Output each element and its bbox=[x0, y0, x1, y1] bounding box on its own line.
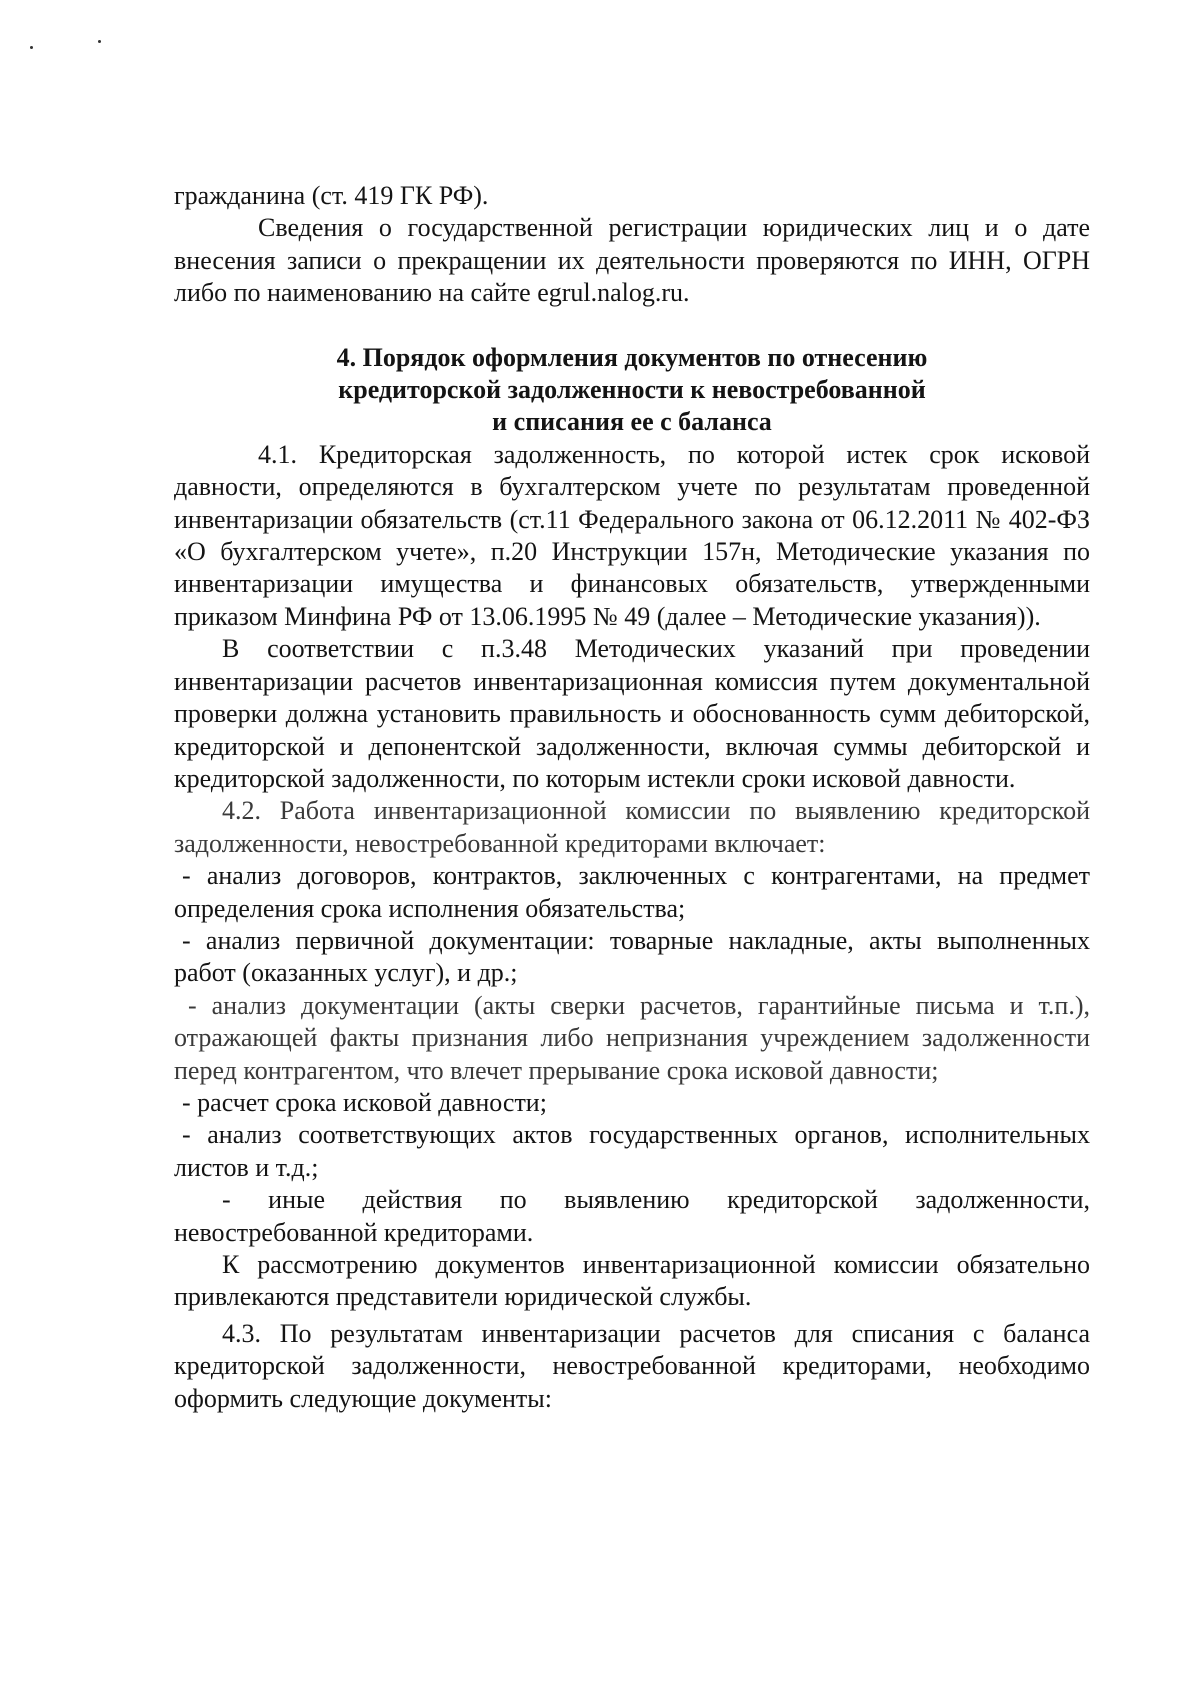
paragraph-registration-info: Сведения о государственной регистрации юридических лиц и о дате внесения записи о прекращении их деятельности проверяются по ИНН, ОГРН либо по наименованию на сайте egrul.nalog.ru. bbox=[174, 213, 1090, 308]
list-item: - расчет срока исковой давности; bbox=[182, 1087, 547, 1117]
list-item: - анализ соответствующих актов государственных органов, исполнительных листов и т.д.; bbox=[174, 1120, 1090, 1182]
paragraph-legal-service: К рассмотрению документов инвентаризационной комиссии обязательно привлекаются представители юридической службы. bbox=[174, 1250, 1090, 1312]
document-body bbox=[174, 180, 1090, 1415]
scan-speck bbox=[30, 46, 33, 49]
list-item: - иные действия по выявлению кредиторской задолженности, невостребованной кредиторами. bbox=[174, 1185, 1090, 1247]
paragraph-3-48: В соответствии с п.3.48 Методических указаний при проведении инвентаризации расчетов инвентаризационная комиссия путем документальной проверки должна установить правильность и обоснованность сумм дебиторской, кредиторской и депонентской задолженности, включая суммы дебиторской и кредиторской задолженности, по которым истекли сроки исковой давности. bbox=[174, 634, 1090, 793]
section-heading-line: кредиторской задолженности к невостребованной bbox=[338, 375, 926, 405]
paragraph-4-1: 4.1. Кредиторская задолженность, по которой истек срок исковой давности, определяются в бухгалтерском учете по результатам проведенной инвентаризации обязательств (ст.11 Федерального закона от 06.12.2011 № 402-ФЗ «О бухгалтерском учете», п.20 Инструкции 157н, Методические указания по инвентаризации имущества и финансовых обязательств, утвержденными приказом Минфина РФ от 13.06.1995 № 49 (далее – Методические указания)). bbox=[174, 439, 1090, 631]
section-heading bbox=[174, 342, 1090, 439]
scan-specks bbox=[30, 38, 120, 52]
paragraph-4-2: 4.2. Работа инвентаризационной комиссии по выявлению кредиторской задолженности, невостребованной кредиторами включает: bbox=[174, 796, 1090, 858]
section-heading-line: и списания ее с баланса bbox=[492, 407, 772, 437]
paragraph-continuation: гражданина (ст. 419 ГК РФ). bbox=[174, 181, 489, 210]
list-item: - анализ документации (акты сверки расчетов, гарантийные письма и т.п.), отражающей факты признания либо непризнания учреждением задолженности перед контрагентом, что влечет прерывание срока исковой давности; bbox=[174, 990, 1090, 1085]
scan-speck bbox=[98, 40, 101, 43]
list-item: - анализ договоров, контрактов, заключенных с контрагентами, на предмет определения срока исполнения обязательства; bbox=[174, 861, 1090, 923]
paragraph-4-3: 4.3. По результатам инвентаризации расчетов для списания с баланса кредиторской задолженности, невостребованной кредиторами, необходимо оформить следующие документы: bbox=[174, 1318, 1090, 1413]
section-heading-line: 4. Порядок оформления документов по отнесению bbox=[336, 342, 928, 372]
list-item: - анализ первичной документации: товарные накладные, акты выполненных работ (оказанных услуг), и др.; bbox=[174, 925, 1090, 988]
